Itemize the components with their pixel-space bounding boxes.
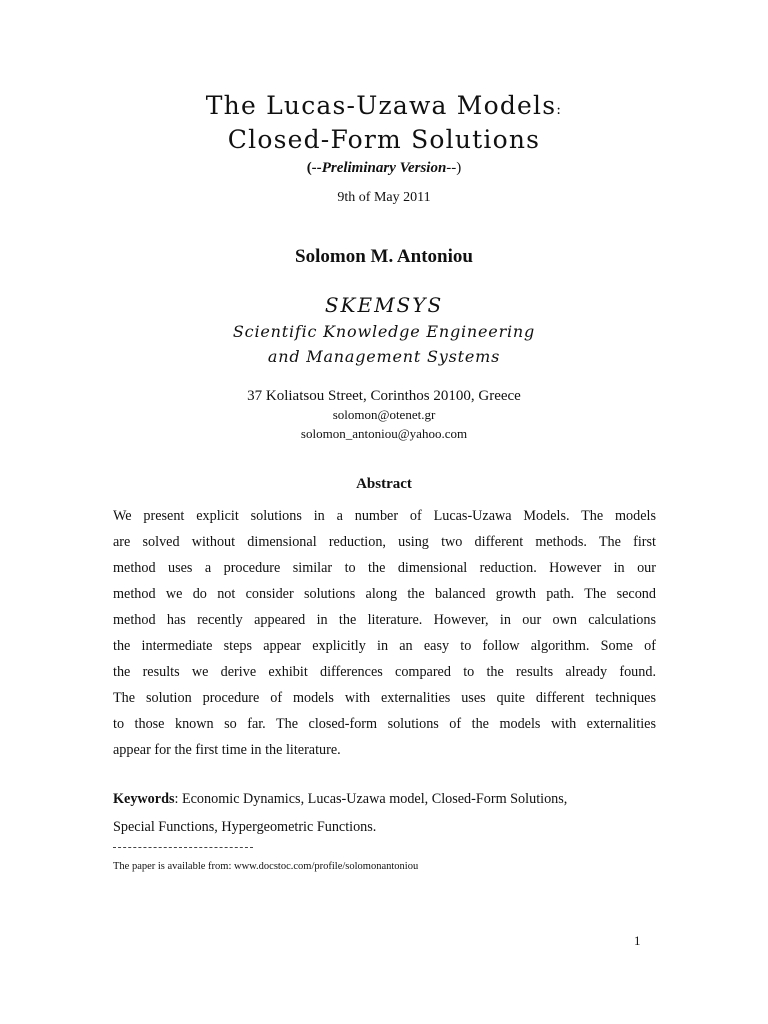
keywords-list-1: : Economic Dynamics, Lucas-Uzawa model, Closed-Form Solutions,: [174, 791, 568, 807]
footnote: The paper is available from: www.docstoc.com/profile/solomonantoniou: [113, 861, 419, 872]
abstract-line: to those known so far. The closed-form solutions of the models with externalities: [113, 716, 656, 732]
footnote-divider: [113, 847, 253, 848]
abstract-line: method has recently appeared in the literature. However, in our own calculations: [113, 612, 656, 628]
abstract-line: appear for the first time in the literature.: [113, 742, 341, 758]
abstract-line: method uses a procedure similar to the dimensional reduction. However in our: [113, 560, 656, 576]
version-open: (--: [306, 160, 322, 176]
keywords-line-1: [113, 785, 673, 813]
paper-date: 9th of May 2011: [337, 190, 431, 205]
author-email-1: solomon@otenet.gr: [332, 407, 436, 422]
paper-title-line-1: [0, 90, 768, 126]
abstract-heading: Abstract: [356, 476, 412, 492]
abstract-line: the results we derive exhibit differences compared to the results already found.: [113, 664, 656, 680]
version-text: Preliminary Version: [321, 160, 447, 176]
version-note: [0, 158, 768, 178]
organization-name: SKEMSYS: [324, 293, 444, 317]
keywords-line-2: Special Functions, Hypergeometric Functions.: [113, 819, 377, 835]
abstract-line: method we do not consider solutions along the balanced growth path. The second: [113, 586, 656, 602]
keywords-block: [113, 785, 673, 841]
abstract-line: the intermediate steps appear explicitly in an easy to follow algorithm. Some of: [113, 638, 656, 654]
keywords-label: Keywords: [113, 791, 175, 807]
page-number: 1: [634, 933, 641, 948]
author-email-2: solomon_antoniou@yahoo.com: [300, 426, 468, 441]
author-address: 37 Koliatsou Street, Corinthos 20100, Greece: [247, 388, 521, 404]
title-text-1: The Lucas-Uzawa Models: [205, 91, 557, 120]
paper-title-line-2: Closed-Form Solutions: [227, 125, 541, 154]
title-colon: :: [556, 102, 563, 118]
author-name: Solomon M. Antoniou: [295, 246, 473, 267]
organization-full-line-1: Scientific Knowledge Engineering: [232, 322, 536, 341]
abstract-line: The solution procedure of models with externalities uses quite different techniques: [113, 690, 656, 706]
organization-full-line-2: and Management Systems: [267, 347, 501, 366]
version-close: --): [446, 160, 462, 176]
abstract-line: We present explicit solutions in a number of Lucas-Uzawa Models. The models: [113, 508, 656, 524]
abstract-body: [113, 503, 656, 763]
abstract-line: are solved without dimensional reduction, using two different methods. The first: [113, 534, 656, 550]
